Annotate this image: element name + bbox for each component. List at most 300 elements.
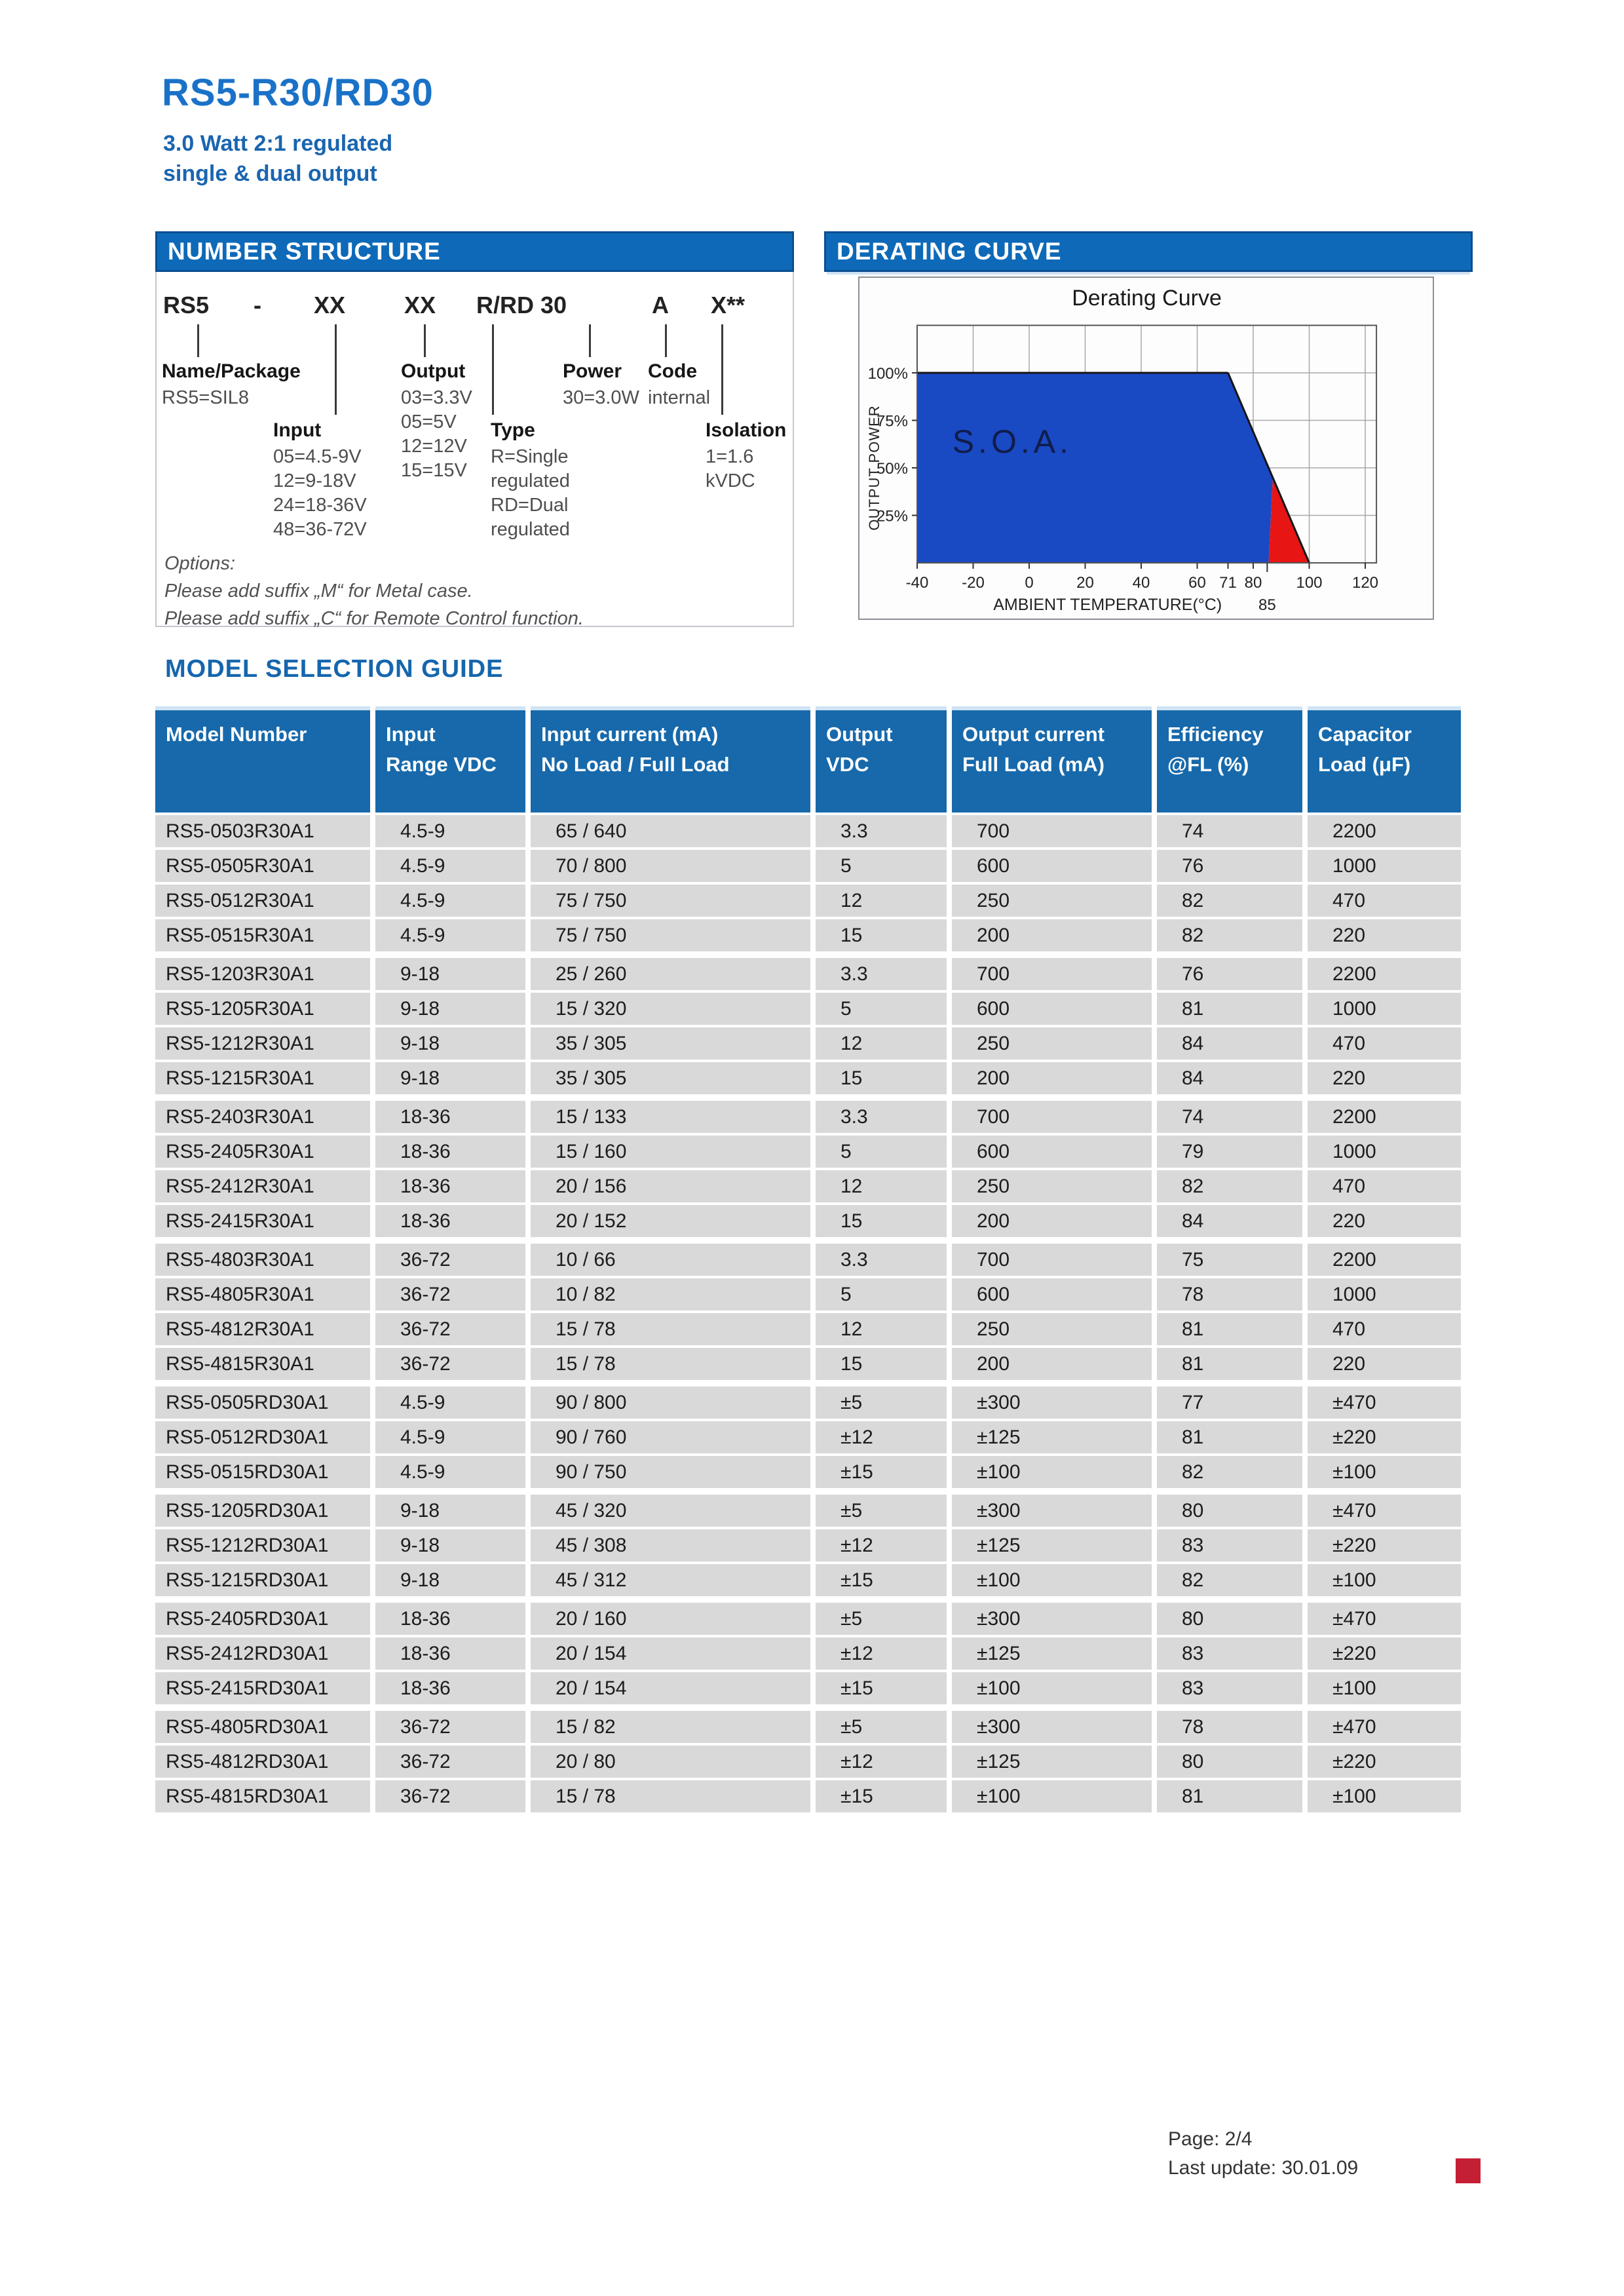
table-row — [155, 1456, 1465, 1488]
model-number-cell: RS5-0505RD30A1 — [155, 1387, 370, 1419]
connector-line — [335, 324, 337, 415]
ns-block-output — [401, 360, 472, 483]
table-cell: 65 / 640 — [531, 815, 810, 847]
table-cell: ±470 — [1308, 1603, 1461, 1635]
table-cell: 83 — [1157, 1672, 1302, 1704]
table-cell: 15 / 78 — [531, 1348, 810, 1380]
column-header: Model Number — [155, 706, 370, 813]
table-cell: 15 / 133 — [531, 1101, 810, 1133]
table-cell: 2200 — [1308, 1244, 1461, 1276]
table-cell: ±100 — [952, 1564, 1152, 1596]
code-token-output: XX — [404, 292, 436, 318]
ns-block-values — [648, 386, 710, 410]
connector-line — [665, 324, 667, 357]
model-number-cell: RS5-0515RD30A1 — [155, 1456, 370, 1488]
table-cell: 36-72 — [375, 1746, 525, 1778]
table-cell: 3.3 — [816, 958, 947, 990]
table-cell: 15 / 78 — [531, 1313, 810, 1345]
table-row — [155, 1564, 1465, 1596]
table-cell: 15 / 160 — [531, 1136, 810, 1168]
model-number-cell: RS5-2403R30A1 — [155, 1101, 370, 1133]
table-cell: 5 — [816, 1278, 947, 1311]
table-cell: 18-36 — [375, 1603, 525, 1635]
brand-mark-square — [1456, 2158, 1481, 2183]
table-cell: 12 — [816, 1170, 947, 1202]
table-cell: 2200 — [1308, 958, 1461, 990]
table-cell: 220 — [1308, 1062, 1461, 1094]
table-cell: 9-18 — [375, 1027, 525, 1060]
svg-text:-20: -20 — [962, 574, 985, 592]
ns-block-values — [706, 445, 793, 493]
section-header-derating-curve — [824, 231, 1473, 272]
table-cell: 5 — [816, 993, 947, 1025]
table-cell: ±12 — [816, 1421, 947, 1453]
svg-text:S.O.A.: S.O.A. — [952, 423, 1072, 460]
table-cell: 700 — [952, 1101, 1152, 1133]
table-row — [155, 885, 1465, 917]
model-number-cell: RS5-1205RD30A1 — [155, 1495, 370, 1527]
model-number-cell: RS5-1203R30A1 — [155, 958, 370, 990]
value-line: 48=36-72V — [273, 519, 367, 540]
column-header: Output VDC — [816, 706, 947, 813]
table-cell: 3.3 — [816, 1101, 947, 1133]
column-header: Capacitor Load (μF) — [1308, 706, 1461, 813]
table-cell: 20 / 154 — [531, 1637, 810, 1670]
svg-text:85: 85 — [1258, 596, 1276, 614]
table-cell: ±15 — [816, 1780, 947, 1812]
table-cell: 5 — [816, 1136, 947, 1168]
connector-line — [424, 324, 426, 357]
table-cell: 9-18 — [375, 993, 525, 1025]
section-title: NUMBER STRUCTURE — [168, 238, 441, 265]
svg-text:40: 40 — [1132, 574, 1150, 592]
table-cell: ±220 — [1308, 1529, 1461, 1561]
table-cell: 20 / 160 — [531, 1603, 810, 1635]
table-cell: 220 — [1308, 1205, 1461, 1237]
value-line: RS5=SIL8 — [162, 387, 250, 408]
table-row — [155, 850, 1465, 882]
table-cell: 3.3 — [816, 1244, 947, 1276]
svg-text:75%: 75% — [876, 412, 908, 430]
table-cell: 12 — [816, 1027, 947, 1060]
value-line: 03=3.3V — [401, 387, 472, 408]
table-cell: 20 / 154 — [531, 1672, 810, 1704]
table-cell: ±125 — [952, 1746, 1152, 1778]
table-row — [155, 1062, 1465, 1094]
model-table — [155, 706, 1465, 1812]
connector-line — [589, 324, 591, 357]
table-cell: 79 — [1157, 1136, 1302, 1168]
table-cell: 1000 — [1308, 1278, 1461, 1311]
ns-block-title: Output — [401, 360, 466, 382]
table-cell: 10 / 66 — [531, 1244, 810, 1276]
table-cell: ±5 — [816, 1711, 947, 1743]
table-cell: ±220 — [1308, 1421, 1461, 1453]
table-row — [155, 958, 1465, 990]
ns-block-title: Type — [491, 419, 535, 441]
table-cell: 470 — [1308, 1170, 1461, 1202]
ns-block-code — [648, 360, 710, 410]
table-row — [155, 919, 1465, 951]
model-number-cell: RS5-4812R30A1 — [155, 1313, 370, 1345]
svg-text:Derating Curve: Derating Curve — [1072, 286, 1222, 311]
table-cell: 5 — [816, 850, 947, 882]
table-cell: 15 / 82 — [531, 1711, 810, 1743]
table-cell: 700 — [952, 1244, 1152, 1276]
table-cell: ±220 — [1308, 1746, 1461, 1778]
derating-chart-canvas — [859, 278, 1430, 616]
table-cell: ±5 — [816, 1495, 947, 1527]
table-cell: 18-36 — [375, 1136, 525, 1168]
table-cell: ±12 — [816, 1637, 947, 1670]
value-line: 24=18-36V — [273, 495, 367, 516]
table-cell: 600 — [952, 850, 1152, 882]
svg-text:80: 80 — [1244, 574, 1262, 592]
model-number-cell: RS5-4803R30A1 — [155, 1244, 370, 1276]
table-cell: ±125 — [952, 1637, 1152, 1670]
ns-block-values — [491, 445, 570, 542]
table-row — [155, 1244, 1465, 1276]
table-cell: 4.5-9 — [375, 850, 525, 882]
table-cell: 18-36 — [375, 1672, 525, 1704]
section-header-number-structure — [155, 231, 794, 272]
table-cell: 82 — [1157, 1170, 1302, 1202]
value-line: regulated — [491, 519, 570, 540]
table-body — [155, 815, 1465, 1812]
table-cell: 15 / 78 — [531, 1780, 810, 1812]
code-token-name: RS5 — [163, 292, 210, 318]
table-cell: 1000 — [1308, 1136, 1461, 1168]
table-cell: 90 / 760 — [531, 1421, 810, 1453]
table-row — [155, 1387, 1465, 1419]
table-cell: ±100 — [1308, 1564, 1461, 1596]
table-cell: 470 — [1308, 1313, 1461, 1345]
table-cell: ±125 — [952, 1529, 1152, 1561]
table-row — [155, 1421, 1465, 1453]
table-cell: ±15 — [816, 1456, 947, 1488]
value-line: 15=15V — [401, 460, 467, 481]
value-line: Please add suffix „C“ for Remote Control function. — [164, 608, 584, 629]
value-line: 12=9-18V — [273, 470, 356, 491]
table-cell: 81 — [1157, 1313, 1302, 1345]
code-token-type-power: R/RD 30 — [476, 292, 567, 318]
value-line: 12=12V — [401, 436, 467, 457]
table-row — [155, 1027, 1465, 1060]
table-cell: ±100 — [1308, 1672, 1461, 1704]
connector-line — [492, 324, 494, 415]
model-number-cell: RS5-2412RD30A1 — [155, 1637, 370, 1670]
table-cell: 200 — [952, 1205, 1152, 1237]
model-number-cell: RS5-4815R30A1 — [155, 1348, 370, 1380]
table-row — [155, 1313, 1465, 1345]
ns-block-isolation — [706, 419, 793, 493]
subtitle-line-2: single & dual output — [163, 161, 377, 186]
table-cell: ±300 — [952, 1495, 1152, 1527]
table-cell: 83 — [1157, 1637, 1302, 1670]
svg-text:50%: 50% — [876, 460, 908, 478]
table-cell: ±100 — [952, 1672, 1152, 1704]
table-cell: ±470 — [1308, 1387, 1461, 1419]
table-cell: ±220 — [1308, 1637, 1461, 1670]
table-cell: ±470 — [1308, 1711, 1461, 1743]
table-cell: 82 — [1157, 1456, 1302, 1488]
ns-block-values — [162, 386, 301, 410]
value-line: Please add suffix „M“ for Metal case. — [164, 581, 473, 602]
value-line: 05=5V — [401, 411, 457, 432]
model-number-cell: RS5-4805RD30A1 — [155, 1711, 370, 1743]
table-cell: 10 / 82 — [531, 1278, 810, 1311]
model-number-cell: RS5-2405R30A1 — [155, 1136, 370, 1168]
table-cell: ±100 — [952, 1456, 1152, 1488]
table-cell: 4.5-9 — [375, 1456, 525, 1488]
svg-text:AMBIENT TEMPERATURE(°C): AMBIENT TEMPERATURE(°C) — [993, 596, 1222, 614]
value-line: 05=4.5-9V — [273, 446, 362, 467]
svg-text:0: 0 — [1025, 574, 1034, 592]
table-cell: 470 — [1308, 885, 1461, 917]
ns-block-name-package — [162, 360, 301, 410]
model-number-cell: RS5-1212R30A1 — [155, 1027, 370, 1060]
table-cell: 200 — [952, 1062, 1152, 1094]
table-cell: 9-18 — [375, 1529, 525, 1561]
model-number-cell: RS5-2415R30A1 — [155, 1205, 370, 1237]
ns-block-input — [273, 419, 367, 542]
value-line: 30=3.0W — [563, 387, 639, 408]
table-cell: 81 — [1157, 1348, 1302, 1380]
table-cell: 90 / 750 — [531, 1456, 810, 1488]
column-header: Input current (mA) No Load / Full Load — [531, 706, 810, 813]
table-cell: 75 / 750 — [531, 885, 810, 917]
table-cell: 12 — [816, 1313, 947, 1345]
table-row — [155, 1348, 1465, 1380]
table-cell: 74 — [1157, 815, 1302, 847]
table-row — [155, 1529, 1465, 1561]
svg-text:71: 71 — [1219, 574, 1237, 592]
table-row — [155, 1672, 1465, 1704]
table-cell: 80 — [1157, 1603, 1302, 1635]
table-row — [155, 1711, 1465, 1743]
ns-block-power — [563, 360, 639, 410]
table-cell: 20 / 156 — [531, 1170, 810, 1202]
table-cell: 15 — [816, 919, 947, 951]
table-cell: 250 — [952, 885, 1152, 917]
code-token-isolation: X** — [711, 292, 746, 318]
table-cell: 70 / 800 — [531, 850, 810, 882]
table-cell: 77 — [1157, 1387, 1302, 1419]
model-number-cell: RS5-4805R30A1 — [155, 1278, 370, 1311]
table-cell: 75 — [1157, 1244, 1302, 1276]
table-row — [155, 1205, 1465, 1237]
ns-block-type — [491, 419, 570, 542]
table-cell: ±5 — [816, 1603, 947, 1635]
table-header-row — [155, 706, 1465, 813]
value-line: Options: — [164, 553, 235, 574]
model-number-cell: RS5-1205R30A1 — [155, 993, 370, 1025]
table-cell: 78 — [1157, 1711, 1302, 1743]
table-cell: 83 — [1157, 1529, 1302, 1561]
ns-block-values — [401, 386, 472, 483]
table-cell: ±300 — [952, 1387, 1152, 1419]
model-number-cell: RS5-0512R30A1 — [155, 885, 370, 917]
table-cell: 36-72 — [375, 1278, 525, 1311]
table-cell: 15 — [816, 1205, 947, 1237]
table-cell: 600 — [952, 1136, 1152, 1168]
ns-block-title: Isolation — [706, 419, 787, 441]
table-cell: 82 — [1157, 919, 1302, 951]
model-number-cell: RS5-1212RD30A1 — [155, 1529, 370, 1561]
model-number-cell: RS5-0512RD30A1 — [155, 1421, 370, 1453]
table-cell: ±125 — [952, 1421, 1152, 1453]
derating-chart — [858, 277, 1434, 620]
table-cell: 9-18 — [375, 958, 525, 990]
model-number-cell: RS5-1215RD30A1 — [155, 1564, 370, 1596]
table-cell: 82 — [1157, 885, 1302, 917]
table-cell: 3.3 — [816, 815, 947, 847]
table-cell: 9-18 — [375, 1062, 525, 1094]
table-cell: 15 — [816, 1062, 947, 1094]
value-line: RD=Dual — [491, 495, 569, 516]
number-structure-diagram — [155, 272, 794, 627]
table-cell: 76 — [1157, 850, 1302, 882]
table-cell: 75 / 750 — [531, 919, 810, 951]
table-row — [155, 1170, 1465, 1202]
table-cell: 15 — [816, 1348, 947, 1380]
model-number-cell: RS5-4812RD30A1 — [155, 1746, 370, 1778]
table-cell: ±15 — [816, 1672, 947, 1704]
table-cell: 84 — [1157, 1062, 1302, 1094]
svg-text:-40: -40 — [905, 574, 929, 592]
table-row — [155, 1603, 1465, 1635]
table-cell: 35 / 305 — [531, 1062, 810, 1094]
table-cell: 600 — [952, 993, 1152, 1025]
table-row — [155, 1136, 1465, 1168]
column-header: Efficiency @FL (%) — [1157, 706, 1302, 813]
table-cell: ±12 — [816, 1529, 947, 1561]
table-cell: 84 — [1157, 1205, 1302, 1237]
table-cell: 9-18 — [375, 1495, 525, 1527]
table-cell: 20 / 80 — [531, 1746, 810, 1778]
table-cell: 700 — [952, 815, 1152, 847]
code-token-code: A — [652, 292, 669, 318]
table-cell: 12 — [816, 885, 947, 917]
table-cell: 250 — [952, 1170, 1152, 1202]
model-number-cell: RS5-0503R30A1 — [155, 815, 370, 847]
table-cell: 220 — [1308, 919, 1461, 951]
options-note — [164, 550, 584, 632]
table-cell: ±300 — [952, 1603, 1152, 1635]
table-cell: ±5 — [816, 1387, 947, 1419]
table-cell: 25 / 260 — [531, 958, 810, 990]
svg-text:25%: 25% — [876, 507, 908, 526]
table-cell: 1000 — [1308, 993, 1461, 1025]
model-number-cell: RS5-2412R30A1 — [155, 1170, 370, 1202]
table-cell: 36-72 — [375, 1313, 525, 1345]
table-cell: 15 / 320 — [531, 993, 810, 1025]
table-cell: 80 — [1157, 1495, 1302, 1527]
table-cell: ±100 — [1308, 1780, 1461, 1812]
table-cell: 2200 — [1308, 815, 1461, 847]
table-cell: 4.5-9 — [375, 885, 525, 917]
connector-line — [197, 324, 199, 357]
table-cell: 76 — [1157, 958, 1302, 990]
table-cell: 18-36 — [375, 1170, 525, 1202]
table-cell: ±100 — [952, 1780, 1152, 1812]
table-cell: 220 — [1308, 1348, 1461, 1380]
table-cell: 4.5-9 — [375, 919, 525, 951]
table-cell: 36-72 — [375, 1711, 525, 1743]
table-cell: 78 — [1157, 1278, 1302, 1311]
table-row — [155, 1780, 1465, 1812]
table-cell: ±470 — [1308, 1495, 1461, 1527]
table-cell: 2200 — [1308, 1101, 1461, 1133]
connector-line — [721, 324, 723, 415]
table-cell: 36-72 — [375, 1348, 525, 1380]
table-cell: 80 — [1157, 1746, 1302, 1778]
ns-block-title: Name/Package — [162, 360, 301, 382]
svg-text:20: 20 — [1076, 574, 1094, 592]
table-cell: 74 — [1157, 1101, 1302, 1133]
section-title: DERATING CURVE — [837, 238, 1062, 265]
svg-text:100: 100 — [1296, 574, 1323, 592]
column-header: Input Range VDC — [375, 706, 525, 813]
model-number-cell: RS5-0505R30A1 — [155, 850, 370, 882]
table-cell: ±300 — [952, 1711, 1152, 1743]
value-line: 1=1.6 kVDC — [706, 446, 755, 491]
model-number-cell: RS5-4815RD30A1 — [155, 1780, 370, 1812]
value-line: internal — [648, 387, 711, 408]
table-cell: 200 — [952, 919, 1152, 951]
column-header: Output current Full Load (mA) — [952, 706, 1152, 813]
page-title: RS5-R30/RD30 — [162, 71, 434, 114]
table-cell: 36-72 — [375, 1244, 525, 1276]
svg-text:100%: 100% — [867, 365, 908, 383]
table-row — [155, 815, 1465, 847]
model-number-cell: RS5-0515R30A1 — [155, 919, 370, 951]
table-cell: 81 — [1157, 1780, 1302, 1812]
page-number: Page: 2/4 — [1168, 2128, 1253, 2150]
table-cell: 1000 — [1308, 850, 1461, 882]
table-row — [155, 1746, 1465, 1778]
value-line: regulated — [491, 470, 570, 491]
table-cell: 45 / 320 — [531, 1495, 810, 1527]
ns-block-values — [563, 386, 639, 410]
code-token-input: XX — [314, 292, 346, 318]
table-row — [155, 993, 1465, 1025]
table-cell: 18-36 — [375, 1637, 525, 1670]
table-cell: 470 — [1308, 1027, 1461, 1060]
table-cell: 4.5-9 — [375, 1421, 525, 1453]
table-cell: ±100 — [1308, 1456, 1461, 1488]
ns-block-title: Input — [273, 419, 322, 441]
table-cell: 20 / 152 — [531, 1205, 810, 1237]
table-row — [155, 1637, 1465, 1670]
ns-block-title: Power — [563, 360, 622, 382]
table-cell: 600 — [952, 1278, 1152, 1311]
model-number-cell: RS5-1215R30A1 — [155, 1062, 370, 1094]
table-row — [155, 1101, 1465, 1133]
svg-text:60: 60 — [1188, 574, 1206, 592]
value-line: R=Single — [491, 446, 569, 467]
table-cell: 9-18 — [375, 1564, 525, 1596]
subtitle-line-1: 3.0 Watt 2:1 regulated — [163, 131, 393, 156]
svg-text:120: 120 — [1351, 574, 1379, 592]
table-cell: 82 — [1157, 1564, 1302, 1596]
code-token-dash: - — [254, 292, 261, 318]
table-cell: 250 — [952, 1313, 1152, 1345]
page-subtitle — [163, 128, 392, 189]
table-cell: 4.5-9 — [375, 1387, 525, 1419]
model-selection-guide-title: MODEL SELECTION GUIDE — [165, 655, 504, 683]
table-cell: 35 / 305 — [531, 1027, 810, 1060]
